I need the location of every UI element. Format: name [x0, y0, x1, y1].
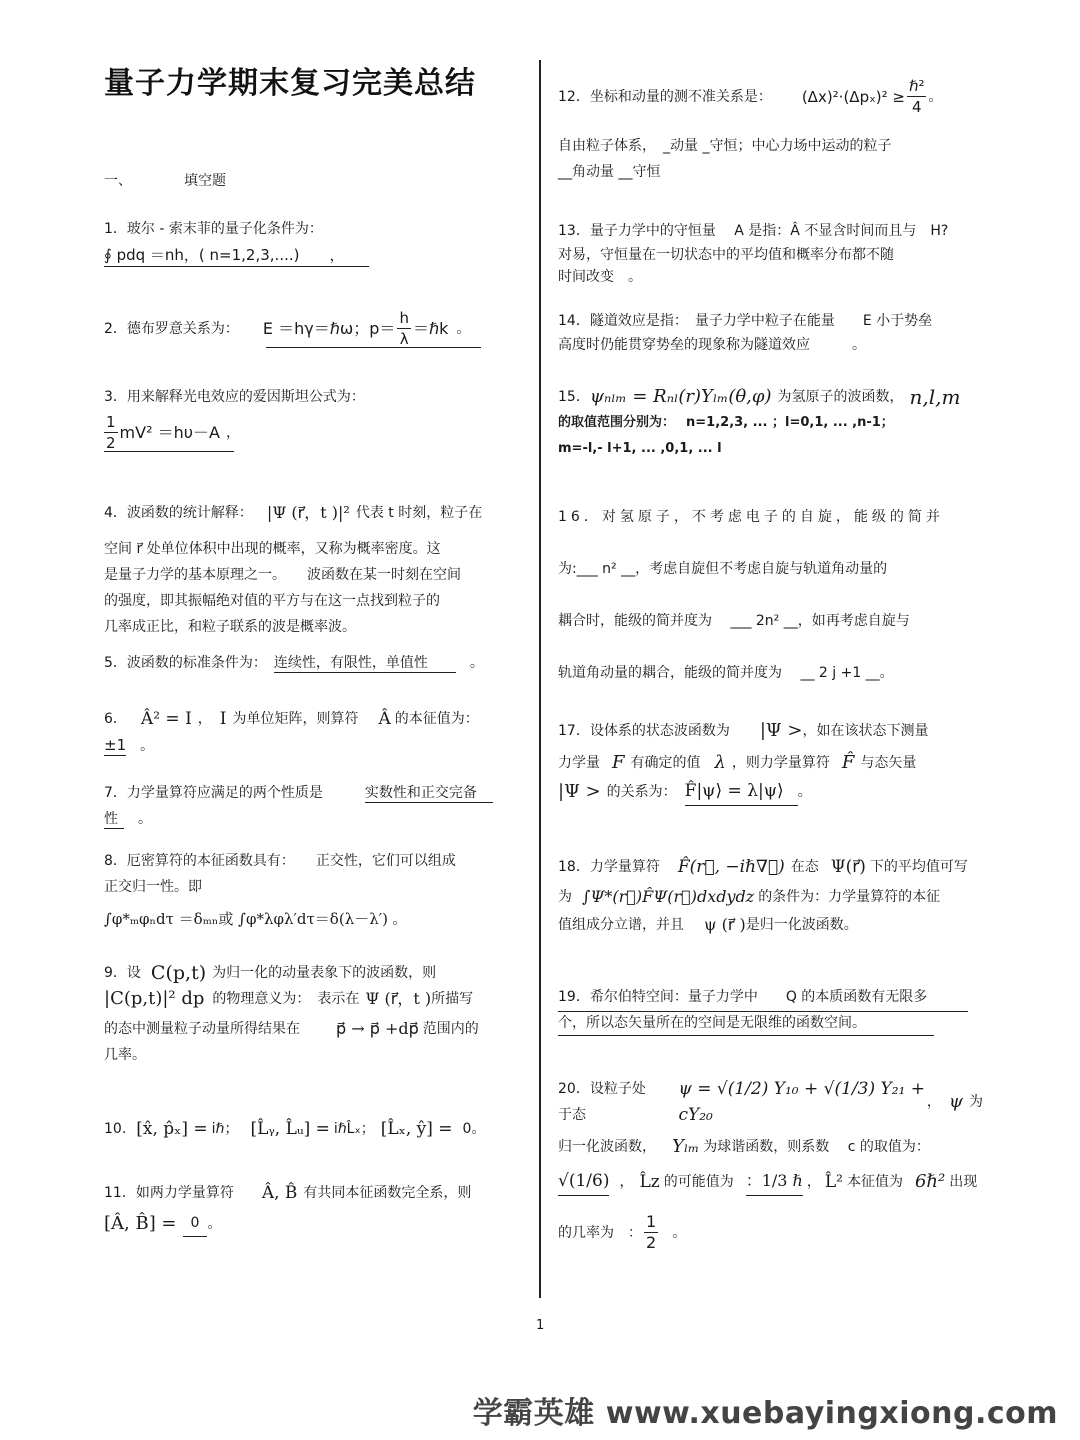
q18-line2b: 的条件为：力学量算符的本征	[758, 889, 941, 905]
question-15	[558, 384, 983, 462]
q11-text2: 有共同本征函数完全系，则	[303, 1185, 472, 1201]
page-title: 量子力学期末复习完美总结	[104, 66, 476, 101]
q5-tail: 。	[469, 655, 484, 671]
q18-line3: 值组成分立谱，并且	[558, 917, 684, 933]
q10-formula2: [L̂ᵧ, L̂ᵤ] =	[250, 1119, 330, 1139]
section-label: 填空题	[184, 173, 226, 189]
q17-formula1: |Ψ >	[759, 720, 803, 741]
q17-formula2: F	[612, 752, 625, 773]
question-12	[558, 76, 983, 185]
q9-formula4: p⃗ → p⃗ +dp⃗	[336, 1019, 419, 1038]
q17-line2d: 与态矢量	[860, 755, 917, 771]
q9-line4: 几率。	[104, 1047, 146, 1063]
question-4	[104, 500, 529, 640]
question-8	[104, 848, 529, 933]
q5-answer: 连续性，有限性，单值性	[274, 655, 456, 673]
q6-text3: 的本征值为：	[394, 711, 479, 727]
q17-answer: F̂|ψ⟩ = λ|ψ⟩	[685, 778, 798, 806]
column-divider	[539, 60, 541, 1298]
question-18	[558, 854, 983, 938]
question-13	[558, 218, 983, 288]
q19-line2: 个，所以态矢量所在的空间是无限维的函数空间。	[558, 1012, 934, 1036]
q17-line3: 的关系为：	[606, 784, 677, 800]
q18-text: 18．力学量算符	[558, 859, 660, 875]
q16-line1: 16．对氢原子，不考虑电子的自旋，能级的简并	[558, 509, 944, 525]
q4-formula: |Ψ (r⃗，t )|²	[266, 503, 350, 522]
q4-line4: 的强度，即其振幅绝对值的平方与在这一点找到粒子的	[104, 593, 440, 609]
q11-answer: 0	[183, 1210, 208, 1237]
q6-formula1: Â² = I	[140, 709, 192, 729]
question-7	[104, 780, 529, 832]
q14-line2: 高度时仍能贯穿势垒的现象称为隧道效应 。	[558, 337, 866, 353]
question-11	[104, 1180, 529, 1237]
question-14	[558, 308, 983, 356]
q6-formula3: Â	[378, 709, 391, 729]
q20-formula2: ψ	[948, 1091, 963, 1112]
q19-line1: 19．希尔伯特空间：量子力学中 Q 的本质函数有无限多	[558, 984, 968, 1012]
q1-formula: ∮ pdq ＝nh，( n=1,2,3,....)	[104, 246, 300, 264]
q17-formula4: F̂	[841, 752, 855, 773]
q20-text5: 出现	[949, 1174, 978, 1190]
q20-sep2: ，	[806, 1174, 821, 1190]
q20-text: 20．设粒子处于态	[558, 1081, 646, 1123]
question-16	[558, 504, 983, 686]
q17-line2b: 有确定的值	[630, 755, 701, 771]
q10-answer2: iℏL̂ₓ	[333, 1121, 361, 1137]
q20-line2b: 为球谐函数，则系数 c 的取值为：	[703, 1139, 930, 1155]
question-5	[104, 650, 529, 676]
q10-answer3: 0	[462, 1121, 472, 1137]
q20-answer-lz: ：1/3 ℏ	[746, 1168, 803, 1196]
q14-line1: 14．隧道效应是指： 量子力学中粒子在能量 E 小于势垒	[558, 313, 933, 329]
q16-line2: 为:___ n² __，考虑自旋但不考虑自旋与轨道角动量的	[558, 561, 888, 577]
q2-tail: 。	[456, 320, 471, 337]
q7-answer2: 性	[104, 811, 124, 829]
q17-line2c: ，则力学量算符	[731, 755, 830, 771]
q9-text4: 所描写	[431, 991, 474, 1007]
q20-text4: 本征值为	[846, 1174, 903, 1190]
q11-tail: 。	[207, 1215, 222, 1232]
q4-line5: 几率成正比，和粒子联系的波是概率波。	[104, 619, 356, 635]
q10-formula3: [L̂ₓ, ŷ] =	[380, 1119, 453, 1139]
q20-formula4: L̂z	[639, 1172, 660, 1192]
q3-tail: ，	[225, 424, 240, 441]
q3-formula: mV² ＝hυ－A	[119, 422, 220, 442]
q17-text2: ，如在该状态下测量	[802, 723, 929, 739]
q20-mid: ，	[926, 1094, 941, 1110]
q12-formula: (Δx)²·(Δpₓ)² ≥	[801, 87, 905, 106]
q7-tail: 。	[138, 811, 152, 827]
q10-sep2: ；	[360, 1121, 375, 1137]
q18-formula4: ψ (r⃗ )	[704, 915, 746, 934]
q20-line2: 归一化波函数，	[558, 1139, 656, 1155]
q9-line3a: 的态中测量粒子动量所得结果在	[104, 1021, 300, 1037]
q17-tail: 。	[797, 784, 812, 800]
q18-formula3: ∫Ψ*(r⃗)F̂Ψ(r⃗)dxdydz	[582, 887, 755, 906]
section-heading	[104, 168, 529, 194]
q11-formula2: [Â, B̂] =	[104, 1212, 177, 1234]
q20-prob-den: 2	[646, 1233, 657, 1252]
q17-formula3: λ	[714, 752, 726, 773]
q8-text: 8．厄密算符的本征函数具有： 正交性，它们可以组成	[104, 853, 456, 869]
q2-answer-line	[266, 347, 481, 348]
section-number: 一、	[104, 173, 132, 189]
q5-text: 5．波函数的标准条件为：	[104, 655, 260, 671]
q9-text3: 的物理意义为： 表示在	[212, 991, 360, 1007]
q18-line2: 为	[558, 889, 572, 905]
q1-text: 1．玻尔 - 索末菲的量子化条件为：	[104, 221, 323, 237]
q4-text: 4．波函数的统计解释：	[104, 505, 253, 521]
q13-line3: 时间改变 。	[558, 269, 642, 285]
q20-formula: ψ = √(1/2) Y₁₀ + √(1/3) Y₂₁ + cY₂₀	[678, 1079, 925, 1125]
q2-text: 2．德布罗意关系为：	[104, 320, 239, 337]
q8-tail: 。	[392, 912, 407, 928]
question-19	[558, 984, 983, 1036]
q10-formula1: [x̂, p̂ₓ] =	[136, 1119, 208, 1139]
q15-formula: ψₙₗₘ = Rₙₗ(r)Yₗₘ(θ,φ)	[589, 386, 772, 407]
q17-line2a: 力学量	[558, 755, 600, 771]
q3-frac-den: 2	[106, 434, 116, 452]
q17-formula5: |Ψ >	[558, 781, 601, 802]
q15-text: 15．	[558, 389, 590, 405]
q7-text: 7．力学量算符应满足的两个性质是	[104, 785, 323, 801]
q2-frac-den: λ	[399, 330, 409, 348]
question-3	[104, 384, 529, 452]
q10-sep1: ；	[224, 1121, 239, 1137]
q15-text2: 为氢原子的波函数，	[777, 389, 904, 405]
page-number: 1	[536, 1318, 545, 1333]
q4-line3: 是量子力学的基本原理之一。 波函数在某一时刻在空间	[104, 567, 461, 583]
q4-line2: 空间 r⃗ 处单位体积中出现的概率，又称为概率密度。这	[104, 541, 441, 557]
q16-line3: 耦合时，能级的简并度为 ___ 2n² __，如再考虑自旋与	[558, 613, 910, 629]
question-10	[104, 1116, 529, 1142]
q18-text3: 下的平均值可写	[869, 859, 968, 875]
q20-tail: 。	[672, 1224, 687, 1241]
q6-answer: ±1	[104, 736, 127, 754]
q20-formula5: L̂²	[824, 1172, 843, 1192]
question-6	[104, 706, 529, 759]
q12-tail: 。	[928, 88, 943, 105]
q15-line3: m=-l,- l+1, ... ,0,1, ... l	[558, 441, 722, 456]
q12-text: 12．坐标和动量的测不准关系是：	[558, 88, 772, 105]
q3-answer-line	[104, 451, 234, 452]
q6-text: 6．	[104, 711, 127, 727]
q11-text: 11．如两力学量算符	[104, 1185, 234, 1201]
q11-formula1: Â, B̂	[261, 1183, 298, 1203]
question-17	[558, 718, 983, 806]
q17-text: 17．设体系的状态波函数为	[558, 723, 730, 739]
q18-line3b: 是归一化波函数。	[745, 917, 858, 933]
q12-frac-den: 4	[911, 98, 922, 116]
q1-tail: ，	[329, 246, 345, 264]
q10-answer1: iℏ	[211, 1121, 225, 1137]
q4-line1-tail: 代表 t 时刻，粒子在	[355, 505, 483, 521]
q9-text2: 为归一化的动量表象下的波函数，则	[212, 965, 437, 981]
question-9	[104, 960, 529, 1068]
q8-line2: 正交归一性。即	[104, 879, 202, 895]
q6-text2: 为单位矩阵，则算符	[232, 711, 359, 727]
q9-line3b: 范围内的	[422, 1021, 479, 1037]
q7-answer1: 实数性和正交完备	[365, 785, 493, 803]
q15-formula2: n,l,m	[909, 385, 961, 409]
q10-text: 10.	[104, 1121, 127, 1137]
q20-line4: 的几率为	[558, 1224, 614, 1241]
q6-tail: 。	[140, 738, 155, 754]
q20-prob-num: 1	[646, 1212, 657, 1231]
q6-formula2: I	[219, 709, 227, 729]
q3-text: 3．用来解释光电效应的爱因斯坦公式为：	[104, 389, 365, 405]
q8-formula: ∫φ*ₘφₙdτ ＝δₘₙ或 ∫φ*λφλ′dτ＝δ(λ－λ′)	[104, 910, 388, 928]
q20-text2: 为	[969, 1094, 983, 1110]
q18-formula1: F̂(r⃗, −iℏ∇⃗)	[677, 857, 785, 877]
q10-tail: 。	[471, 1121, 486, 1137]
q9-text: 9．设	[104, 965, 141, 981]
q18-formula2: Ψ(r⃗)	[830, 857, 866, 877]
q9-formula2: |C(p,t)|² dp	[104, 988, 205, 1009]
q9-formula3: Ψ (r⃗，t )	[365, 989, 432, 1008]
q18-text2: 在态	[790, 859, 819, 875]
q15-line2: 的取值范围分别为： n=1,2,3, ... ；l=0,1, ... ,n-1；	[558, 415, 894, 430]
q9-formula1: C(p,t)	[150, 962, 207, 984]
q20-formula3: Yₗₘ	[672, 1136, 700, 1157]
q2-frac-num: h	[399, 309, 409, 327]
q2-formula2: ＝ℏk	[412, 318, 449, 338]
q3-frac-num: 1	[106, 413, 116, 431]
question-20: 20．设粒子处于态 ψ = √(1/2) Y₁₀ + √(1/3) Y₂₁ + cY₂₀ ， ψ 为 归一化波函数， Yₗₘ 为球谐函数，则系数 c 的取值为： √(1/6) ， L̂z 的可能值为 ：1/3 ℏ ， L̂² 本征值为 6ℏ² 出现 的几率为 ： $\frac{1}{2}$ 。	[558, 1076, 983, 1253]
q20-answer-c: √(1/6)	[558, 1168, 609, 1196]
q2-formula: E ＝hγ＝ℏω；p＝	[262, 318, 396, 338]
q16-line4: 轨道角动量的耦合，能级的简并度为 __ 2 j +1 __。	[558, 665, 894, 681]
q20-sep: ，	[619, 1174, 634, 1190]
question-2	[104, 308, 529, 348]
q12-line3: __角动量 __守恒	[558, 164, 661, 180]
q12-frac-num: ℏ²	[908, 77, 925, 95]
q13-line2: 对易，守恒量在一切状态中的平均值和概率分布都不随	[558, 247, 894, 263]
q20-formula6: 6ℏ²	[914, 1171, 946, 1192]
question-1	[104, 216, 529, 267]
q13-line1: 13．量子力学中的守恒量 A 是指：Â 不显含时间而且与 H?	[558, 223, 949, 239]
q20-text3: 的可能值为	[663, 1174, 734, 1190]
q12-line2: 自由粒子体系， _动量 _守恒；中心力场中运动的粒子	[558, 138, 892, 154]
q6-mid: ，	[197, 711, 212, 727]
watermark: 学霸英雄 www.xuebayingxiong.com	[472, 1396, 1058, 1431]
